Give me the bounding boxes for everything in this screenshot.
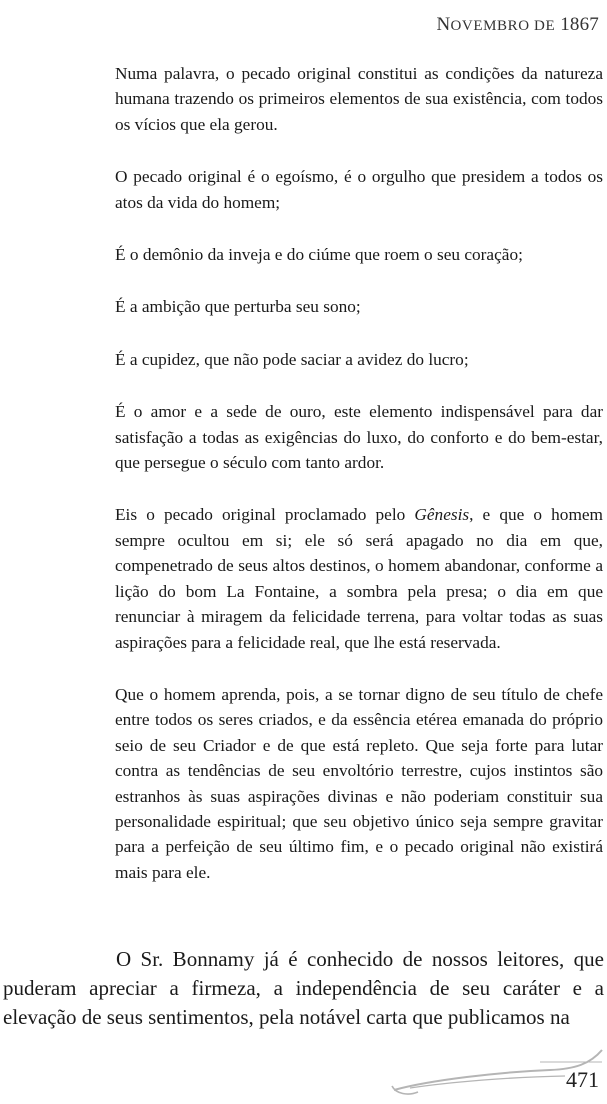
quote-paragraph-7-start: Eis o pecado original proclamado pelo [115,505,415,525]
quoted-passage [115,61,603,885]
quote-paragraph-4: É a ambição que perturba seu sono; [115,297,361,317]
quote-paragraph-3: É o demônio da inveja e do ciúme que roem o seu coração; [115,245,523,265]
quote-paragraph-5: É a cupidez, que não pode saciar a avidez do lucro; [115,349,469,369]
quote-paragraph-7 [115,502,603,654]
body-text [3,945,604,1032]
genesis-title: Gênesis [414,505,470,525]
header-month-initial: N [436,14,451,35]
page-number: 471 [566,1067,599,1092]
quote-paragraph-7-end: , e que o homem sempre ocultou em si; ele só será apagado no dia em que, compenetrado de seus altos destinos, o homem abandonar, conforme a lição do bom La Fontaine, a sombra pela presa; o dia em que renunciar à miragem da felicidade terrena, para voltar todas as suas aspirações para a felicidade real, que lhe está reservada. [115,505,603,652]
running-header [437,14,599,36]
quote-paragraph-1: Numa palavra, o pecado original constitui as condições da natureza humana trazendo os primeiros elementos de sua existência, com todos os vícios que ela gerou. [115,64,603,134]
header-month-rest: OVEMBRO DE [450,18,556,34]
quote-paragraph-2: O pecado original é o egoísmo, é o orgulho que presidem a todos os atos da vida do homem; [115,167,603,212]
quote-paragraph-6: É o amor e a sede de ouro, este elemento indispensável para dar satisfação a todas as exigências do luxo, do conforto e do bem-estar, que persegue o século com tanto ardor. [115,402,603,473]
quote-paragraph-8: Que o homem aprenda, pois, a se tornar digno de seu título de chefe entre todos os seres criados, e da essência etérea emanada do próprio seio de seu Criador e de que está repleto. Que seja forte para lutar contra as tendências de seu envoltório terrestre, cujos instintos são estranhos às suas aspirações divinas e não poderiam constituir sua personalidade espiritual; que seu objetivo único seja sempre gravitar para a perfeição de seu último fim, e o pecado original não existirá mais para ele. [115,684,603,882]
header-year: 1867 [560,14,599,35]
body-paragraph-1: O Sr. Bonnamy já é conhecido de nossos leitores, que puderam apreciar a firmeza, a independência de seu caráter e a elevação de seus sentimentos, pela notável carta que publicamos na [3,947,604,1029]
